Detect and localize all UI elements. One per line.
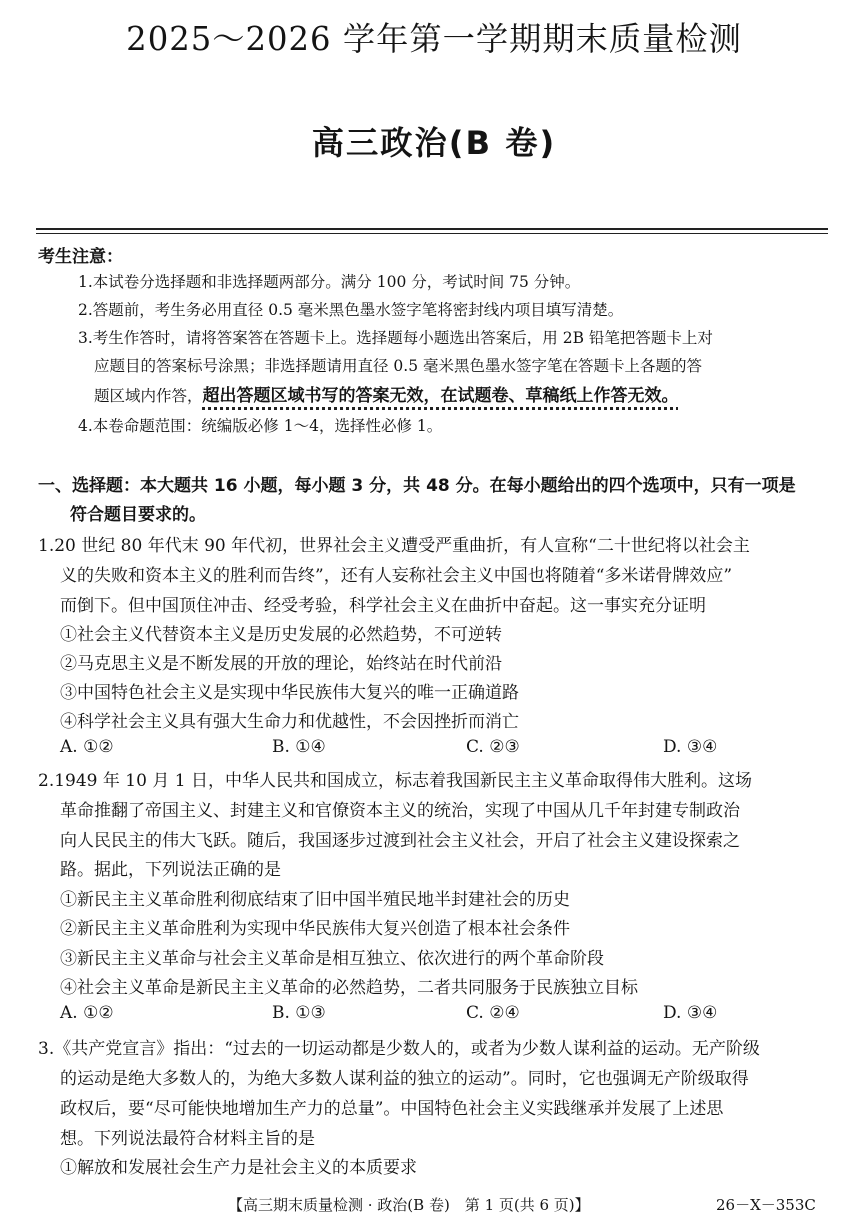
exam-title: 2025～2026 学年第一学期期末质量检测 [126,20,742,58]
question-3-statement-1: ①解放和发展社会生产力是社会主义的本质要求 [60,1158,417,1178]
question-2-choice-d: D. ③④ [663,1003,718,1023]
question-1-choice-d: D. ③④ [663,737,718,757]
question-2-statement-1: ①新民主主义革命胜利彻底结束了旧中国半殖民地半封建社会的历史 [60,890,570,910]
question-1-statement-1: ①社会主义代替资本主义是历史发展的必然趋势，不可逆转 [60,625,502,645]
notice-item-3-line-1: 3.考生作答时，请将答案答在答题卡上。选择题每小题选出答案后，用 2B 铅笔把答题卡上对 [78,329,713,347]
question-2-statement-2: ②新民主主义革命胜利为实现中华民族伟大复兴创造了根本社会条件 [60,919,570,939]
notice-item-3-line-2: 应题目的答案标号涂黑；非选择题请用直径 0.5 毫米黑色墨水签字笔在答题卡上各题的答 [94,357,703,375]
question-2-stem-line-1: 2.1949 年 10 月 1 日，中华人民共和国成立，标志着我国新民主主义革命取得伟大胜利。这场 [38,771,752,791]
question-2-stem-line-2: 革命推翻了帝国主义、封建主义和官僚资本主义的统治，实现了中国从几千年封建专制政治 [60,801,740,821]
question-2-stem-line-4: 路。据此，下列说法正确的是 [60,860,281,880]
notice-title: 考生注意： [38,247,123,267]
section-heading-line-1: 一、选择题：本大题共 16 小题，每小题 3 分，共 48 分。在每小题给出的四个选项中，只有一项是 [38,476,796,496]
exam-subtitle: 高三政治(B 卷) [311,124,557,162]
question-3-stem-line-1: 3.《共产党宣言》指出：“过去的一切运动都是少数人的，或者为少数人谋利益的运动。无产阶级 [38,1039,760,1059]
notice-item-4: 4.本卷命题范围：统编版必修 1～4，选择性必修 1。 [78,417,443,435]
header-rule-thin [36,233,828,234]
question-2-stem-line-3: 向人民民主的伟大飞跃。随后，我国逐步过渡到社会主义社会，开启了社会主义建设探索之 [60,831,740,851]
notice-emphasis: 超出答题区域书写的答案无效，在试题卷、草稿纸上作答无效。 [202,386,679,406]
question-1-statement-4: ④科学社会主义具有强大生命力和优越性，不会因挫折而消亡 [60,712,519,732]
page-footer: 【高三期末质量检测 · 政治(B 卷) 第 1 页(共 6 页)】 [228,1196,590,1214]
notice-item-3-text: 题区域内作答， [94,387,203,405]
question-1-stem-line-3: 而倒下。但中国顶住冲击、经受考验，科学社会主义在曲折中奋起。这一事实充分证明 [60,596,706,616]
question-2-choice-b: B. ①③ [272,1003,326,1023]
notice-item-2: 2.答题前，考生务必用直径 0.5 毫米黑色墨水签字笔将密封线内项目填写清楚。 [78,301,624,319]
question-1-choice-c: C. ②③ [466,737,520,757]
question-1-choice-b: B. ①④ [272,737,326,757]
question-1-choice-a: A. ①② [60,737,114,757]
question-1-stem-line-2: 义的失败和资本主义的胜利而告终”，还有人妄称社会主义中国也将随着“多米诺骨牌效应” [60,566,733,586]
notice-item-3-line-3 [94,381,679,406]
section-heading-line-2: 符合题目要求的。 [70,505,206,525]
question-2-choice-c: C. ②④ [466,1003,520,1023]
question-1-stem-line-1: 1.20 世纪 80 年代末 90 年代初，世界社会主义遭受严重曲折，有人宣称“二十世纪将以社会主 [38,536,750,556]
question-3-stem-line-4: 想。下列说法最符合材料主旨的是 [60,1129,315,1149]
question-2-statement-4: ④社会主义革命是新民主主义革命的必然趋势，二者共同服务于民族独立目标 [60,978,638,998]
paper-code: 26－X－353C [716,1196,816,1214]
notice-item-1: 1.本试卷分选择题和非选择题两部分。满分 100 分，考试时间 75 分钟。 [78,273,581,291]
question-2-choice-a: A. ①② [60,1003,114,1023]
question-3-stem-line-3: 政权后，要“尽可能快地增加生产力的总量”。中国特色社会主义实践继承并发展了上述思 [60,1099,724,1119]
question-1-statement-2: ②马克思主义是不断发展的开放的理论，始终站在时代前沿 [60,654,502,674]
header-rule-thick [36,228,828,230]
question-1-statement-3: ③中国特色社会主义是实现中华民族伟大复兴的唯一正确道路 [60,683,519,703]
question-2-statement-3: ③新民主主义革命与社会主义革命是相互独立、依次进行的两个革命阶段 [60,949,604,969]
question-3-stem-line-2: 的运动是绝大多数人的，为绝大多数人谋利益的独立的运动”。同时，它也强调无产阶级取得 [60,1069,749,1089]
